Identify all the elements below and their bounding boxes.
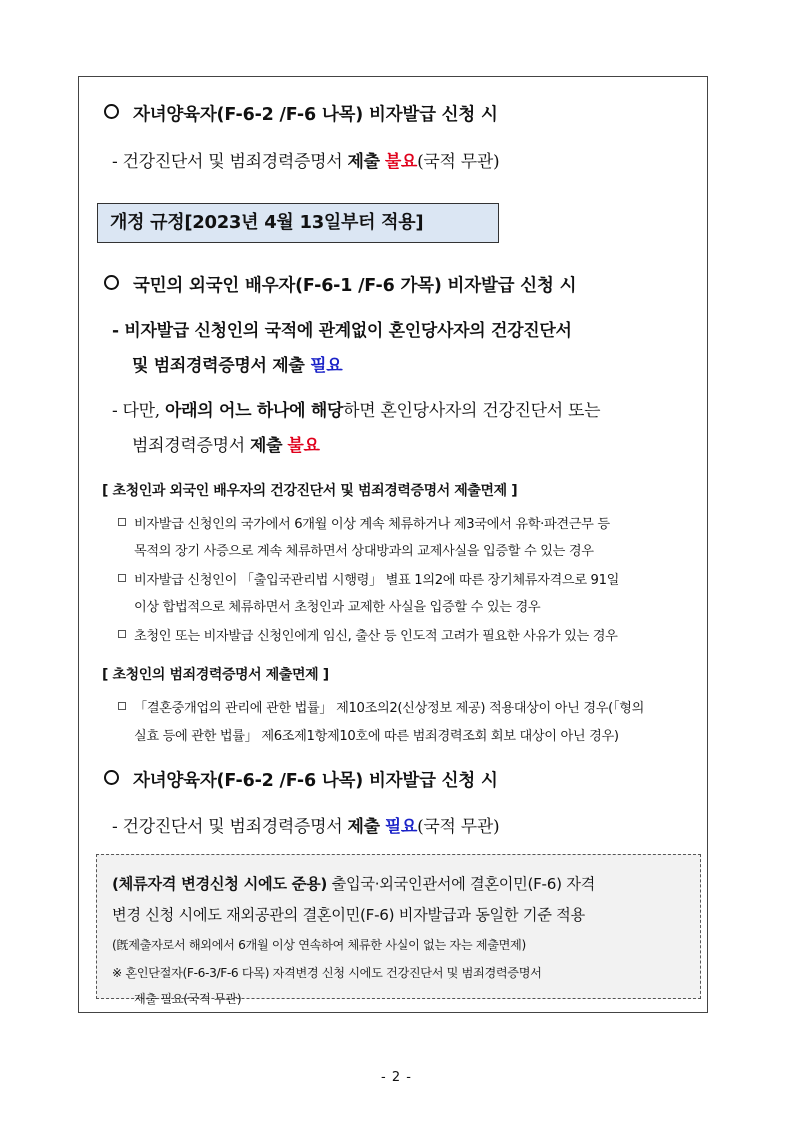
ring-bullet-icon <box>104 770 119 785</box>
exemption-both-title: [ 초청인과 외국인 배우자의 건강진단서 및 범죄경력증명서 제출면제 ] <box>102 483 518 499</box>
heading-child-old: 자녀양육자(F-6-2 /F-6 나목) 비자발급 신청 시 <box>104 101 498 126</box>
exemption-criminal-title: [ 초청인의 범죄경력증명서 제출면제 ] <box>102 667 329 683</box>
ring-bullet-icon <box>104 275 119 290</box>
child-old-requirement: - 건강진단서 및 범죄경력증명서 제출 불요(국적 무관) <box>112 152 500 172</box>
heading-child-new: 자녀양육자(F-6-2 /F-6 나목) 비자발급 신청 시 <box>104 767 498 792</box>
revision-label: 개정 규정[2023년 4월 13일부터 적용] <box>97 203 499 243</box>
heading-spouse: 국민의 외국인 배우자(F-6-1 /F-6 가목) 비자발급 신청 시 <box>104 272 576 297</box>
square-bullet-icon <box>118 702 126 710</box>
exemption-criminal-item-1: 「결혼중개업의 관리에 관한 법률」 제10조의2(신상정보 제공) 적용대상이 아닌 경우(「형의 <box>118 697 644 716</box>
note-line-3: (旣제출자로서 해외에서 6개월 이상 연속하여 체류한 사실이 없는 자는 제출면제) <box>112 938 526 952</box>
spouse-line-2: 및 범죄경력증명서 제출 필요 <box>132 356 343 376</box>
note-line-1: (체류자격 변경신청 시에도 준용) 출입국·외국인관서에 결혼이민(F-6) 자격 <box>112 875 595 893</box>
exemption-both-item-2-cont: 이상 합법적으로 체류하면서 초청인과 교제한 사실을 입증할 수 있는 경우 <box>134 600 541 615</box>
exemption-both-item-2: 비자발급 신청인이 「출입국관리법 시행령」 별표 1의2에 따른 장기체류자격으로 91일 <box>118 569 619 588</box>
note-line-2: 변경 신청 시에도 재외공관의 결혼이민(F-6) 비자발급과 동일한 기준 적용 <box>112 906 585 924</box>
square-bullet-icon <box>118 630 126 638</box>
page-number: - 2 - <box>381 1070 412 1085</box>
exemption-both-item-3: 초청인 또는 비자발급 신청인에게 임신, 출산 등 인도적 고려가 필요한 사유가 있는 경우 <box>118 625 618 644</box>
spouse-line-1: - 비자발급 신청인의 국적에 관계없이 혼인당사자의 건강진단서 <box>112 321 572 341</box>
spouse-line-3: - 다만, 아래의 어느 하나에 해당하면 혼인당사자의 건강진단서 또는 <box>112 401 601 421</box>
note-line-5: 제출 필요(국적 무관) <box>134 992 242 1006</box>
ring-bullet-icon <box>104 104 119 119</box>
exemption-both-item-1-cont: 목적의 장기 사증으로 계속 체류하면서 상대방과의 교제사실을 입증할 수 있는 경우 <box>134 544 594 559</box>
exemption-criminal-item-1-cont: 실효 등에 관한 법률」 제6조제1항제10호에 따른 범죄경력조회 회보 대상이 아닌 경우) <box>134 729 619 744</box>
child-new-requirement: - 건강진단서 및 범죄경력증명서 제출 필요(국적 무관) <box>112 817 500 837</box>
note-line-4: ※ 혼인단절자(F-6-3/F-6 다목) 자격변경 신청 시에도 건강진단서 및 범죄경력증명서 <box>112 966 542 980</box>
exemption-both-item-1: 비자발급 신청인의 국가에서 6개월 이상 계속 체류하거나 제3국에서 유학·파견근무 등 <box>118 513 610 532</box>
square-bullet-icon <box>118 574 126 582</box>
spouse-line-4: 범죄경력증명서 제출 불요 <box>132 436 320 456</box>
square-bullet-icon <box>118 518 126 526</box>
